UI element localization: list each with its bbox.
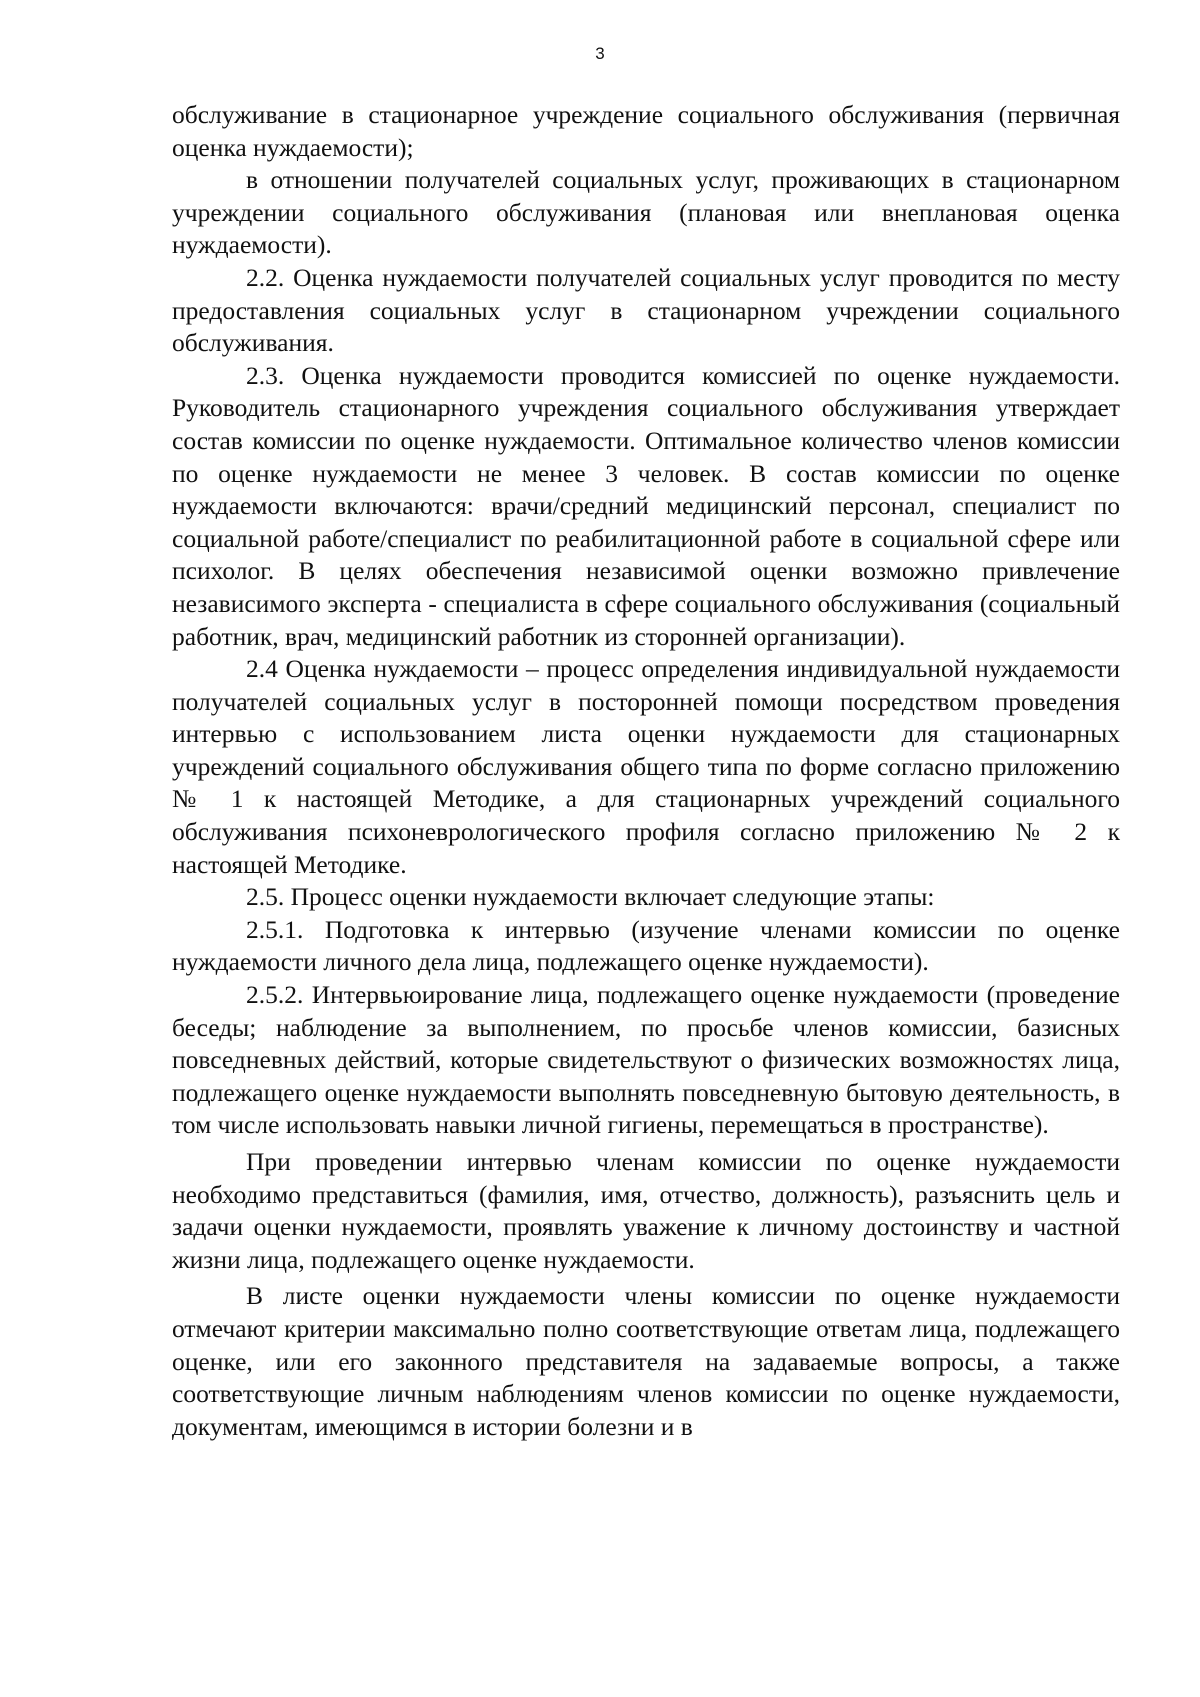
- page-number: 3: [595, 44, 605, 63]
- paragraph-2-5-1: 2.5.1. Подготовка к интервью (изучение членами комиссии по оценке нуждаемости личного дела лица, подлежащего оценке нуждаемости).: [172, 914, 1120, 977]
- document-body: [172, 99, 1120, 1443]
- paragraph-2-5: 2.5. Процесс оценки нуждаемости включает следующие этапы:: [246, 882, 935, 912]
- paragraph-2-5-2: 2.5.2. Интервьюирование лица, подлежащего оценке нуждаемости (проведение беседы; наблюдение за выполнением, по просьбе членов комиссии, базисных повседневных действий, которые свидетельствуют о физических возможностях лица, подлежащего оценке нуждаемости выполнять повседневную бытовую деятельность, в том числе использовать навыки личной гигиены, перемещаться в пространстве).: [172, 980, 1120, 1140]
- paragraph-2-2: 2.2. Оценка нуждаемости получателей социальных услуг проводится по месту предоставления социальных услуг в стационарном учреждении социального обслуживания.: [172, 262, 1120, 358]
- paragraph-2-4: 2.4 Оценка нуждаемости – процесс определения индивидуальной нуждаемости получателей социальных услуг в посторонней помощи посредством проведения интервью с использованием листа оценки нуждаемости для стационарных учреждений социального обслуживания общего типа по форме согласно приложению № 1 к настоящей Методике, а для стационарных учреждений социального обслуживания психоневрологического профиля согласно приложению № 2 к настоящей Методике.: [172, 654, 1120, 879]
- paragraph-recipients: в отношении получателей социальных услуг, проживающих в стационарном учреждении социального обслуживания (плановая или внеплановая оценка нуждаемости).: [172, 165, 1120, 260]
- paragraph-continuation: обслуживание в стационарное учреждение социального обслуживания (первичная оценка нуждаемости);: [172, 100, 1120, 162]
- paragraph-assessment-sheet: В листе оценки нуждаемости члены комиссии по оценке нуждаемости отмечают критерии максимально полно соответствующие ответам лица, подлежащего оценке, или его законного представителя на задаваемые вопросы, а также соответствующие личным наблюдениям членов комиссии по оценке нуждаемости, документам, имеющимся в истории болезни и в: [172, 1281, 1120, 1441]
- paragraph-2-3: 2.3. Оценка нуждаемости проводится комиссией по оценке нуждаемости. Руководитель стационарного учреждения социального обслуживания утверждает состав комиссии по оценке нуждаемости. Оптимальное количество членов комиссии по оценке нуждаемости не менее 3 человек. В состав комиссии по оценке нуждаемости включаются: врачи/средний медицинский персонал, специалист по социальной работе/специалист по реабилитационной работе в социальной сфере или психолог. В целях обеспечения независимой оценки возможно привлечение независимого эксперта - специалиста в сфере социального обслуживания (социальный работник, врач, медицинский работник из сторонней организации).: [172, 360, 1120, 651]
- paragraph-interview-conduct: При проведении интервью членам комиссии по оценке нуждаемости необходимо представиться (фамилия, имя, отчество, должность), разъяснить цель и задачи оценки нуждаемости, проявлять уважение к личному достоинству и частной жизни лица, подлежащего оценке нуждаемости.: [172, 1147, 1120, 1274]
